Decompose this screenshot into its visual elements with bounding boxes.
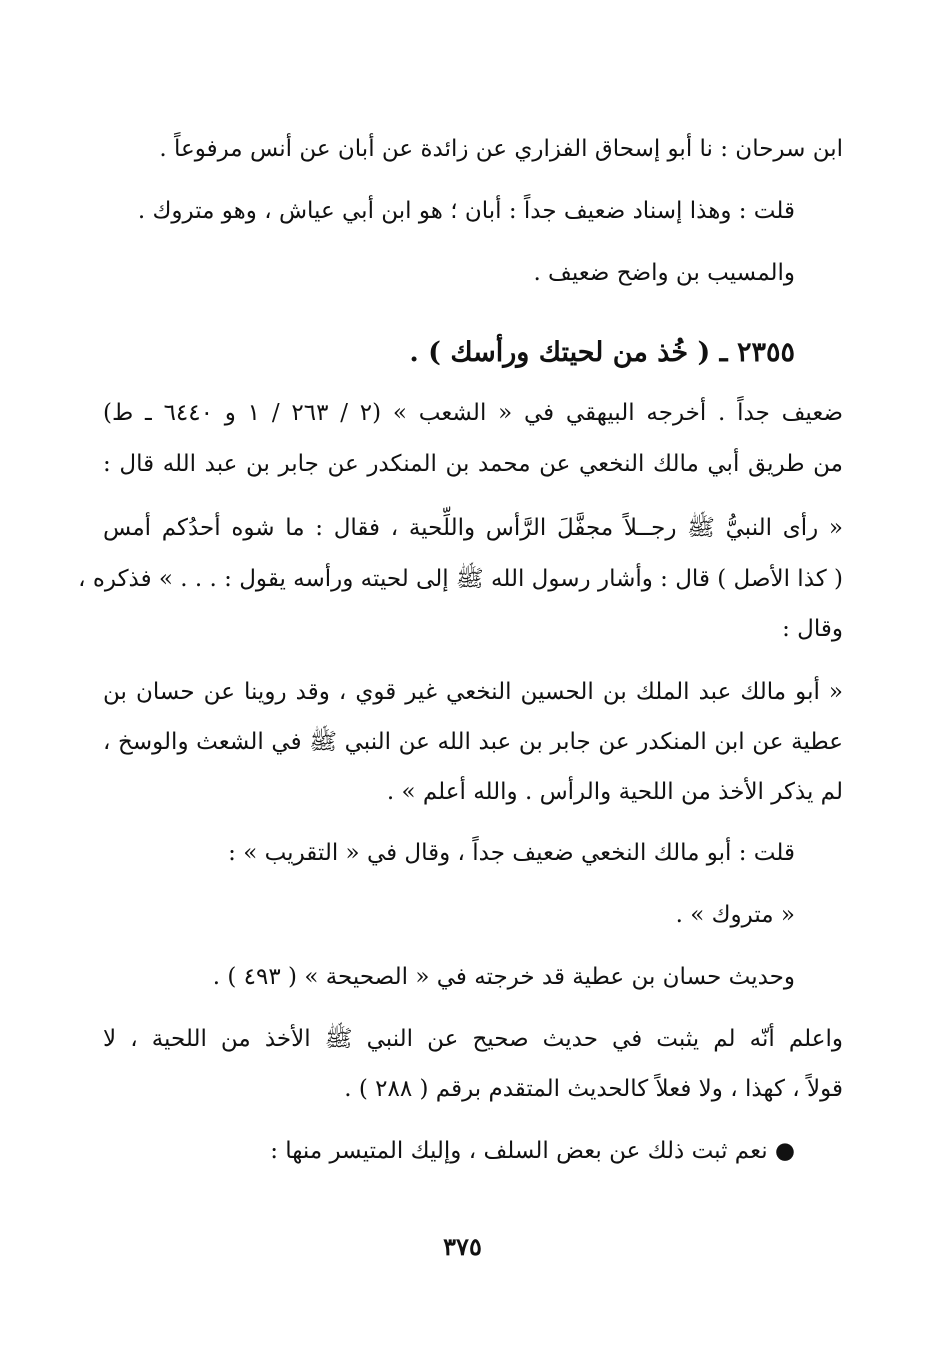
- text-line: « أبو مالك عبد الملك بن الحسين النخعي غير قوي ، وقد روينا عن حسان بن: [103, 679, 843, 705]
- text-line: قلت : وهذا إسناد ضعيف جداً : أبان ؛ هو ابن أبي عياش ، وهو متروك .: [137, 198, 795, 224]
- text-line: ابن سرحان : نا أبو إسحاق الفزاري عن زائدة عن أبان عن أنس مرفوعاً .: [159, 136, 843, 162]
- text-line: قولاً ، كهذا ، ولا فعلاً كالحديث المتقدم برقم ( ٢٨٨ ) .: [344, 1076, 843, 1102]
- text-line: واعلم أنّه لم يثبت في حديث صحيح عن النبي ﷺ الأخذ من اللحية ، لا: [103, 1026, 843, 1052]
- text-line: « متروك » .: [675, 902, 795, 928]
- text-line: من طريق أبي مالك النخعي عن محمد بن المنكدر عن جابر بن عبد الله قال :: [103, 451, 843, 477]
- text-line: قلت : أبو مالك النخعي ضعيف جداً ، وقال في « التقريب » :: [228, 840, 795, 866]
- text-line: وحديث حسان بن عطية قد خرجته في « الصحيحة » ( ٤٩٣ ) .: [212, 964, 795, 990]
- text-line: « رأى النبيُّ ﷺ رجــلاً مجفَّلَ الرَّأس واللِّحية ، فقال : ما شوه أحدُكم أمس: [103, 515, 843, 541]
- hadith-heading: ٢٣٥٥ ـ ( خُذ من لحيتك ورأسك ) .: [409, 337, 795, 368]
- text-line: لم يذكر الأخذ من اللحية والرأس . والله أعلم » .: [386, 779, 843, 805]
- text-line: ● نعم ثبت ذلك عن بعض السلف ، وإليك المتيسر منها :: [270, 1138, 795, 1164]
- text-line: والمسيب بن واضح ضعيف .: [533, 260, 795, 286]
- page-number: ٣٧٥: [443, 1232, 482, 1261]
- text-line: ضعيف جداً . أخرجه البيهقي في « الشعب » (٢ / ٢٦٣ / ١ و ٦٤٤٠ ـ ط): [103, 400, 843, 426]
- text-line: ( كذا الأصل ) قال : وأشار رسول الله ﷺ إلى لحيته ورأسه يقول : . . . » فذكره ،: [78, 566, 843, 592]
- text-line: عطية عن ابن المنكدر عن جابر بن عبد الله عن النبي ﷺ في الشعث والوسخ ،: [103, 729, 843, 755]
- text-line: وقال :: [782, 616, 843, 642]
